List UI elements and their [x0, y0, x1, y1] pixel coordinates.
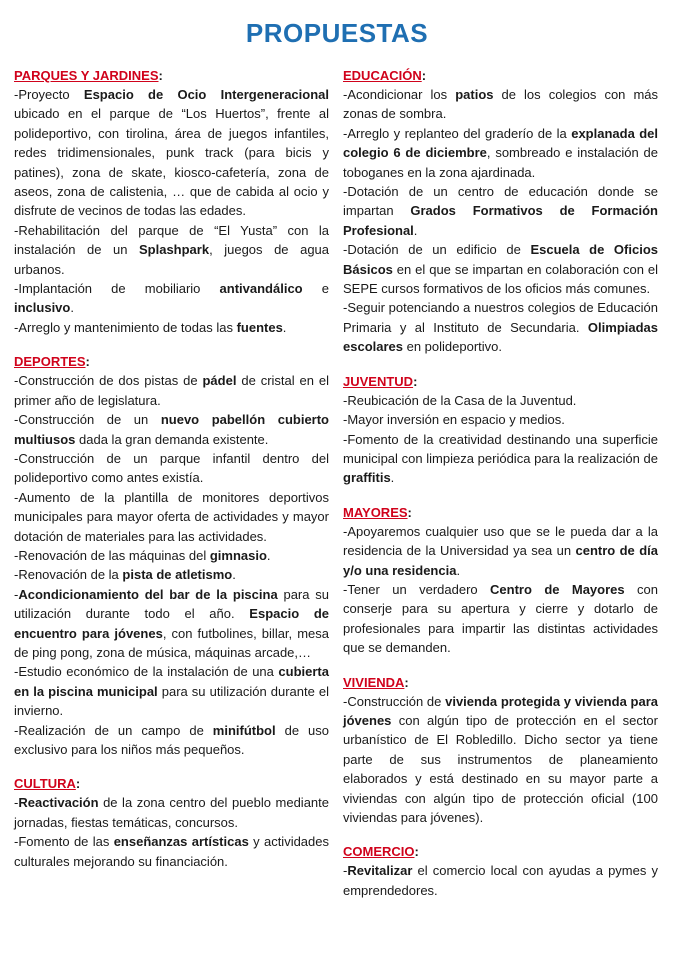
proposal-text-bold: Olimpiadas escolares [343, 319, 658, 355]
proposal-text: -Estudio económico de la instalación de una [14, 664, 279, 680]
section-deportes [14, 353, 329, 759]
proposal-text: , juegos de agua urbanos. [14, 242, 330, 277]
proposal-text-bold: vivienda protegida y vivienda para jóvenes [343, 693, 658, 728]
section-comercio [343, 843, 658, 900]
proposal-text: e [302, 281, 329, 297]
proposal-item [343, 692, 658, 828]
proposal-text: y actividades culturales mejorando su financiación. [14, 834, 330, 869]
proposal-item [343, 580, 658, 658]
section-educacion [343, 67, 658, 357]
proposal-text-bold: pista de atletismo [122, 567, 233, 583]
proposal-text: . [390, 470, 395, 486]
proposal-text-bold: Escuela de Oficios Básicos [343, 242, 658, 277]
proposal-text: -Apoyaremos cualquier uso que se le pueda dar a la residencia de la Universidad ya sea un [343, 523, 658, 559]
proposal-item [343, 298, 658, 356]
proposal-item [14, 585, 329, 663]
proposal-text: -Rehabilitación del parque de “El Yusta” con la instalación de un [14, 222, 329, 258]
proposal-text: - [14, 795, 19, 811]
proposal-text: de cristal en el primer año de legislatura. [14, 373, 329, 408]
section-heading-label: MAYORES [343, 504, 408, 520]
proposal-item [14, 488, 329, 546]
section-juventud [343, 373, 658, 488]
proposal-item [14, 449, 329, 488]
proposal-text: . [456, 562, 461, 578]
proposal-item [343, 522, 658, 580]
left-column [14, 67, 329, 916]
proposal-text-bold: Espacio de encuentro para jóvenes [14, 606, 329, 641]
proposal-item [343, 391, 658, 410]
proposal-text-bold: Reactivación [18, 795, 99, 811]
proposal-item [14, 279, 329, 318]
proposal-text: -Seguir potenciando a nuestros colegios de Educación Primaria y al Instituto de Secundaria. [343, 300, 658, 335]
proposal-text-bold: graffitis [343, 470, 391, 486]
right-column [343, 67, 658, 916]
proposal-text-bold: patios [455, 87, 494, 102]
section-items [343, 522, 658, 658]
section-heading-label: COMERCIO [343, 844, 415, 860]
section-heading: COMERCIO: [343, 844, 419, 860]
proposal-text: . [266, 547, 271, 563]
proposal-item [14, 546, 329, 565]
proposal-text-bold: Acondicionamiento del bar de la piscina [18, 586, 278, 602]
section-mayores [343, 504, 658, 658]
section-items [14, 85, 329, 337]
proposal-text: -Fomento de las [14, 834, 114, 850]
proposal-text: de uso exclusivo para los niños más pequeños. [14, 722, 329, 757]
proposal-item [14, 832, 329, 871]
section-heading: VIVIENDA: [343, 674, 409, 690]
proposal-text-bold: gimnasio [209, 547, 267, 563]
proposal-text-bold: pádel [202, 373, 237, 389]
section-heading-label: JUVENTUD [343, 373, 414, 389]
proposal-text: -Mayor inversión en espacio y medios. [343, 412, 565, 428]
proposal-text: -Arreglo y replanteo del graderío de la [343, 125, 572, 141]
proposal-item [343, 430, 658, 488]
proposal-text: de los colegios con más zonas de sombra. [343, 87, 659, 122]
proposal-text: -Implantación de mobiliario [14, 281, 220, 297]
proposal-text: -Dotación de un centro de educación donde se impartan [343, 184, 658, 219]
proposal-item [14, 371, 329, 410]
proposal-item [14, 662, 329, 720]
proposal-text: -Construcción de [343, 693, 446, 709]
proposal-item [343, 410, 658, 429]
section-items [14, 793, 329, 871]
proposal-item [14, 85, 329, 221]
section-vivienda [343, 674, 658, 828]
proposal-text: dada la gran demanda existente. [75, 431, 269, 447]
proposal-text: -Reubicación de la Casa de la Juventud. [343, 392, 577, 408]
proposal-text: . [70, 300, 74, 316]
proposal-text: ubicado en el parque de “Los Huertos”, frente al polideportivo, con tirolina, área de juegos infantiles, redes tridimensionales, punk track (para bicis y patines), zona de skate, kiosco-cafetería, zona de aseos, zona de calistenia, … que de cabida al ocio y disfrute de vecinos de todas las edades. [14, 106, 329, 219]
proposal-text: -Fomento de la creatividad destinando una superficie municipal con limpieza periódica para la realización de [343, 431, 658, 466]
proposal-item [343, 861, 658, 900]
proposal-text: -Arreglo y mantenimiento de todas las [14, 319, 237, 335]
proposal-text: . [282, 319, 287, 335]
proposal-text: -Construcción de un parque infantil dentro del polideportivo como antes existía. [14, 450, 329, 486]
proposal-text-bold: centro de día y/o una residencia [343, 543, 658, 578]
section-items [343, 85, 658, 357]
section-heading: EDUCACIÓN: [343, 68, 427, 83]
section-heading: MAYORES: [343, 504, 412, 520]
proposal-text: el comercio local con ayudas a pymes y emprendedores. [343, 863, 658, 898]
section-heading: CULTURA: [14, 776, 81, 792]
proposal-text: , con futbolines, billar, mesa de ping pong, zona de música, máquinas arcade,… [14, 625, 329, 660]
proposal-text-bold: fuentes [236, 319, 283, 335]
section-heading-label: DEPORTES [14, 354, 86, 370]
proposal-text: en el que se impartan en colaboración con el SEPE cursos formativos de los oficios más comunes. [343, 261, 658, 297]
page-title: PROPUESTAS [245, 18, 429, 48]
section-heading-label: CULTURA [14, 776, 76, 792]
proposal-item [14, 221, 329, 279]
proposal-item [14, 318, 329, 337]
proposal-text-bold: Revitalizar [347, 863, 413, 879]
section-items [343, 391, 658, 488]
proposal-text: con conserje para su apertura y cierre y dotarlo de profesionales para impartir las distintas actividades que se demanden. [343, 581, 658, 656]
proposal-text: -Tener un verdadero [343, 581, 491, 597]
proposal-text: - [14, 586, 19, 602]
section-heading: PARQUES Y JARDINES: [14, 68, 163, 83]
section-heading: JUVENTUD: [343, 373, 418, 389]
proposal-text-bold: antivandálico [219, 281, 303, 297]
proposal-text-bold: nuevo pabellón cubierto multiusos [14, 412, 329, 447]
proposal-text: en polideportivo. [403, 339, 503, 355]
proposal-text-bold: explanada del colegio 6 de diciembre [343, 125, 659, 161]
proposal-text: - [343, 863, 348, 879]
proposal-text-bold: inclusivo [14, 300, 71, 316]
section-items [343, 861, 658, 900]
section-heading-label: PARQUES Y JARDINES [14, 68, 159, 83]
section-heading-label: VIVIENDA [343, 674, 405, 690]
proposal-item [14, 721, 329, 760]
proposal-item [343, 85, 658, 124]
proposal-text: -Acondicionar los [343, 87, 456, 102]
proposal-item [343, 182, 658, 240]
section-items [14, 371, 329, 759]
proposal-text: para su utilización durante todo el año. [14, 586, 329, 622]
proposal-item [14, 793, 329, 832]
proposal-text: -Dotación de un edificio de [343, 242, 531, 258]
proposal-text: con algún tipo de protección en el sector urbanístico de El Robledillo. Dicho sector ya tiene parte de sus instrumentos de planeamiento elaborados y está destinado en su mayor parte a viviendas con algún tipo de protección oficial (100 viviendas para jóvenes). [343, 712, 658, 825]
proposal-text: -Construcción de dos pistas de [14, 373, 203, 389]
proposal-text-bold: minifútbol [212, 722, 276, 738]
proposal-text: -Renovación de las máquinas del [14, 547, 210, 563]
proposal-text: -Proyecto [14, 87, 84, 102]
proposal-text: . [413, 222, 418, 238]
section-cultura [14, 775, 329, 871]
proposal-item [343, 124, 658, 182]
proposal-text: -Aumento de la plantilla de monitores deportivos municipales para mayor oferta de actividades y mayor dotación de materiales para las actividades. [14, 489, 329, 544]
proposal-text: , sombreado e instalación de toboganes en la zona ajardinada. [343, 145, 659, 180]
proposal-text: -Construcción de un [14, 412, 161, 428]
proposal-text-bold: Espacio de Ocio Intergeneracional [83, 87, 329, 102]
proposal-text-bold: Splashpark [138, 242, 210, 258]
section-parques [14, 67, 329, 337]
proposal-text: -Realización de un campo de [14, 722, 213, 738]
proposal-text: -Renovación de la [14, 567, 123, 583]
proposal-item [343, 240, 658, 298]
proposal-text-bold: Grados Formativos de Formación Profesional [343, 203, 658, 238]
proposal-text-bold: Centro de Mayores [490, 581, 625, 597]
section-heading: DEPORTES: [14, 354, 90, 370]
section-items [343, 692, 658, 828]
proposal-text: para su utilización durante el invierno. [14, 683, 329, 719]
section-heading-label: EDUCACIÓN [343, 68, 422, 83]
columns [14, 67, 660, 916]
proposal-text-bold: cubierta en la piscina municipal [14, 664, 329, 699]
proposal-text: . [232, 567, 236, 583]
proposal-item [14, 565, 329, 584]
proposal-item [14, 410, 329, 449]
proposal-text: de la zona centro del pueblo mediante jornadas, fiestas temáticas, concursos. [14, 795, 329, 830]
proposal-text-bold: enseñanzas artísticas [113, 834, 249, 850]
